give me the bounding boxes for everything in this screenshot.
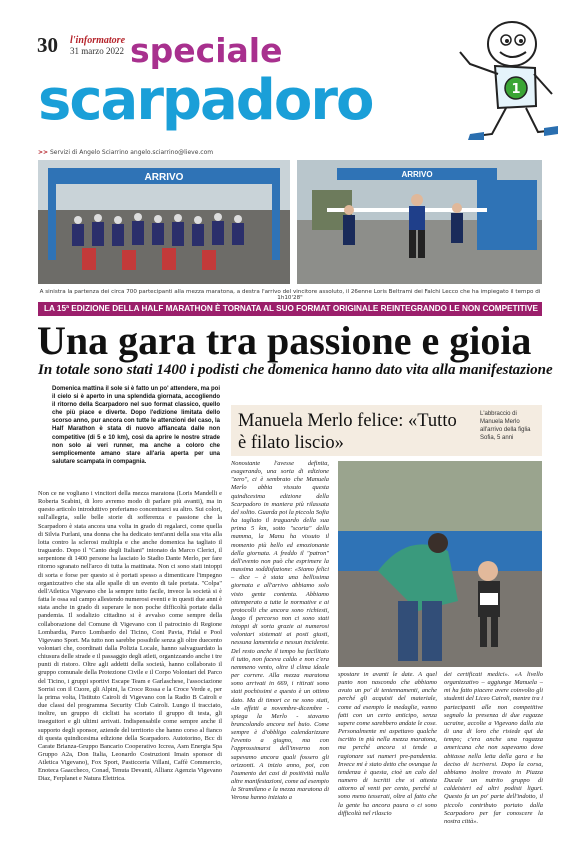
article-subtitle: In totale sono stati 1400 i podisti che domenica hanno dato vita alla manifestazione xyxy=(38,362,553,378)
page-number: 30 xyxy=(37,33,58,57)
article-title: Una gara tra passione e gioia xyxy=(37,318,532,363)
winner-arch-text: ARRIVO xyxy=(401,170,433,179)
race-start-illustration xyxy=(38,160,290,284)
photo-race-winner xyxy=(297,160,542,284)
speciale-label: speciale xyxy=(130,31,283,70)
mother-daughter-illustration xyxy=(338,461,542,667)
publication-date: 31 marzo 2022 xyxy=(70,46,124,56)
article-body: Non ce ne vogliano i vincitori della mezza maratona (Loris Mandelli e Roberta Scabini, di loro avremo modo di parlare più avanti), ma in questo articolo introduttivo preferiamo concentrarci su altro. Sui colori, sull'allegria, sulle belle storie di sofferenza e passione che la Scarpadoro è stata ancora una volta in grado di regalarci, come quella di Silvia Furlani, una donna che ha dedicato tent'anni della sua vita alla lotta contro la sclerosi multipla e che anche domenica ha tagliato il traguardo. Dopo il "Canto degli Italiani" intonato da Marco Clerici, il serpentone di 1400 persone ha lasciato lo Stadio Dante Merlo, per fare ritorno sgranato nell'arco di tutta la mattinata. Non ci sono stati intoppi di sorta e forse per questo si è portati spesso a dimenticare l'impegno organizzativo che sta alle spalle di un evento di tale portata. "Colpa" dell'Atletica Vigevano che la sempre tutto facile, invece la società si è fatta le ossa sul campo allestendo numerosi eventi e in questi due anni è stata anche in grado di superare le non poche difficoltà portate dalla pandemia. Il sodalizio cittadino si è avvalso come sempre della collaborazione del Comune di Vigevano con il patrocinio di Regione Lombardia, Parco Lombardo del Ticino, Coni Pavia, Fidal e Pool Vigevano Sport. Ma tutto non sarebbe possibile senza gli oltre duecento volontari che, coordinati dalla Polizia Locale, hanno salvaguardato la chiusura delle strade e il passaggio degli atleti, organizzando anche i tre punti di ristoro. Oltre agli addetti della società, hanno collaborato il gruppo comunale della Protezione Civile e il Corpo Volontari del Parco del Ticino, i gruppi sportivi Escape Team e Garlaschese, l'associazione Sorrisi con il Cuore, gli Alpini, la Croce Rossa e la Croce Verde e, per la prima volta, l'Istituto Cairoli di Vigevano con la Radio B Cairoli e due classi del programma Security Club Cairoli. Lungo il tracciato, inoltre, un gruppo di ciclisti ha scortato il gruppo di testa, gli inseguitori e gli ultimi arrivati. Indispensabile come sempre anche il supporto degli sponsor, aziende del territorio che hanno corso al fianco di questa quindicesima edizione della Scarpadoro. Autotorino, Bcc di Carate Brianza-Gruppo Bancario Cooperativo Iccrea, Asm Energia Spa Gruppo A2a, Don Italia, Leonardo Costruzioni Imain sponsor di Atletica Vigevano), Fox Sport, Pasticceria Villani, Caffè Commercio, Enoteca Gaaccheco, Conad, Tenuta Devanti, Allianz Agenzia Vigevano Diaz, Ferplanet e Natura Elettrica. xyxy=(38,490,222,783)
sidebar-photo-caption: L'abbraccio di Manuela Merlo all'arrivo della figlia Sofia, 5 anni xyxy=(480,411,531,441)
article-intro: Domenica mattina il sole si è fatto un po' attendere, ma poi il cielo si è aperto in una splendida giornata, accogliendo il ritorno della Scarpadoro nel suo format classico, quello che più piace e diverte. Dopo l'edizione limitata dello scorso anno, pur ancora con tutte le attenzioni del caso, la Half Marathon è stata di nuovo affiancata dalle non competitive (di 5 e 10 km), così da aprire le nostre strade non solo ai veri runner, ma anche a coloro che semplicemente amano stare all'aria aperta per una salutare scampata in compagnia. xyxy=(52,386,220,465)
byline-arrow-icon: >> xyxy=(38,149,49,156)
photo-mother-daughter xyxy=(338,461,542,667)
photo-caption: A sinistra la partenza dei circa 700 partecipanti alla mezza maratona, a destra l'arrivo del vincitore assoluto, il 26enne Loris Beltrami dei Falchi Lecco che ha impiegato il tempo di 1h10'28" xyxy=(39,289,541,301)
publication-logo-text: l'informatore xyxy=(70,35,126,46)
article-kicker: LA 15ª EDIZIONE DELLA HALF MARATHON È TORNATA AL SUO FORMAT ORIGINALE REINTEGRANDO LE NON COMPETITIVE xyxy=(38,302,542,316)
section-title: scarpadoro xyxy=(38,68,373,133)
sidebar-title: Manuela Merlo felice: «Tutto è filato liscio» xyxy=(238,411,457,453)
race-winner-illustration xyxy=(297,160,542,284)
byline-text: Servizi di Angelo Sciarrino angelo.sciarrino@lieve.com xyxy=(49,149,214,156)
arrival-arch-text: ARRIVO xyxy=(144,172,184,183)
publication-name xyxy=(70,35,125,46)
sidebar-column-3: dei certificati medici». «A livello organizzativo – aggiunge Manuela – mi ha fatto piacere avere coinvolto gli studenti del Liceo Cairoli, mentre tra i partecipanti alle non competitive segnalo la presenza di due ragazze ucraine, accolte a Vigevano dalla zia di una di loro che risiede qui da tempo; c'era anche una ragazza americana che non sapevamo dove abitasse nella letta della gara e ha deciso di iscriversi. Dopo la corsa, abbiamo inoltre trovato in Piazza Ducale un nutrito gruppo di caldeisteri ed altri podisti liguri. Questo fa un po' parte dell'indotto, il piccolo contributo portato dalla Scarpadoro per far conoscere la nostra città». xyxy=(444,671,543,825)
sidebar-column-2: spostare in avanti le date. A quel punto non nascondo che abbiamo avuto un po' di tentennamenti, anche perché gli acquisti del materiale, come ad esempio le medaglie, vanno fatti con un certo anticipo, senza sapere come sarebbero andate le cose. Personalmente mi aspettavo qualche iscritto in più nella mezza maratona, ma perché ancora si tende a ragionare sui numeri pre-pandemia. Invece mi è stato detto che ovunque la tendenza è questa, cioè un calo del numero di iscritti che si attesta attorno al venti per cento, perché si sono meno tesserati, oltre al fatto che la gente ha ancora paura o ci sono difficoltà nel rilascio xyxy=(338,671,437,817)
sidebar-column-1: Nonostante l'avesse definita, esagerando, una sorta di edizione "zero", ci è sembrato che Manuela Merlo abbia vissuto questa quindicesima edizione della Scarpadoro in maniera più rilassata del solito. Guarda poi la piccola Sofia ha tagliato il traguardo della sua prima 5 km, sotto "scorta" della mamma, la Manu ha vissuto il momento più bello ed emozionante della giornata. A freddo il "patron" dell'evento non può che esprimere la massima soddisfazione: «Siamo felici – dice – è stata una bellissima giornata e all'arrivo abbiamo solo visto gente contenta. Abbiamo ottemperato a tutte le normative e ai protocolli che ancora sono richiesti, luogo il percorso non ci sono stati intoppi di sorta grazie ai numerosi volontari sistemati ai posti giusti, nessuna lamentela e nessun incidente. Del resto anche il tempo ha facilitato il tutto, non faceva caldo e non c'era nemmeno vento, oltre il clima ideale per correre. Alla mezza maratona sono arrivati in 669, i ritirati sono stati pochissimi e questo è un ottimo dato. Ma di timori ce ne sono stati, «In effetti a novembre-dicembre - spiega la Merlo - stavamo brancolando ancora nel buio. Come sempre è d'obbligo calendarizzare l'evento a giugno, ma con l'approssimarsi dell'inverno non sapevamo ancora quali fossero gli orizzonti. A inizio anno, poi, con l'aumento dei casi di positività nulla altre manifestazioni, come ad esempio la Stramilano e la mezza maratona di Verona hanno iniziato a xyxy=(231,460,329,802)
byline xyxy=(38,149,213,156)
photo-race-start xyxy=(38,160,290,284)
runner-mascot-icon xyxy=(440,16,560,146)
mascot-bib-number: 1 xyxy=(511,82,521,97)
